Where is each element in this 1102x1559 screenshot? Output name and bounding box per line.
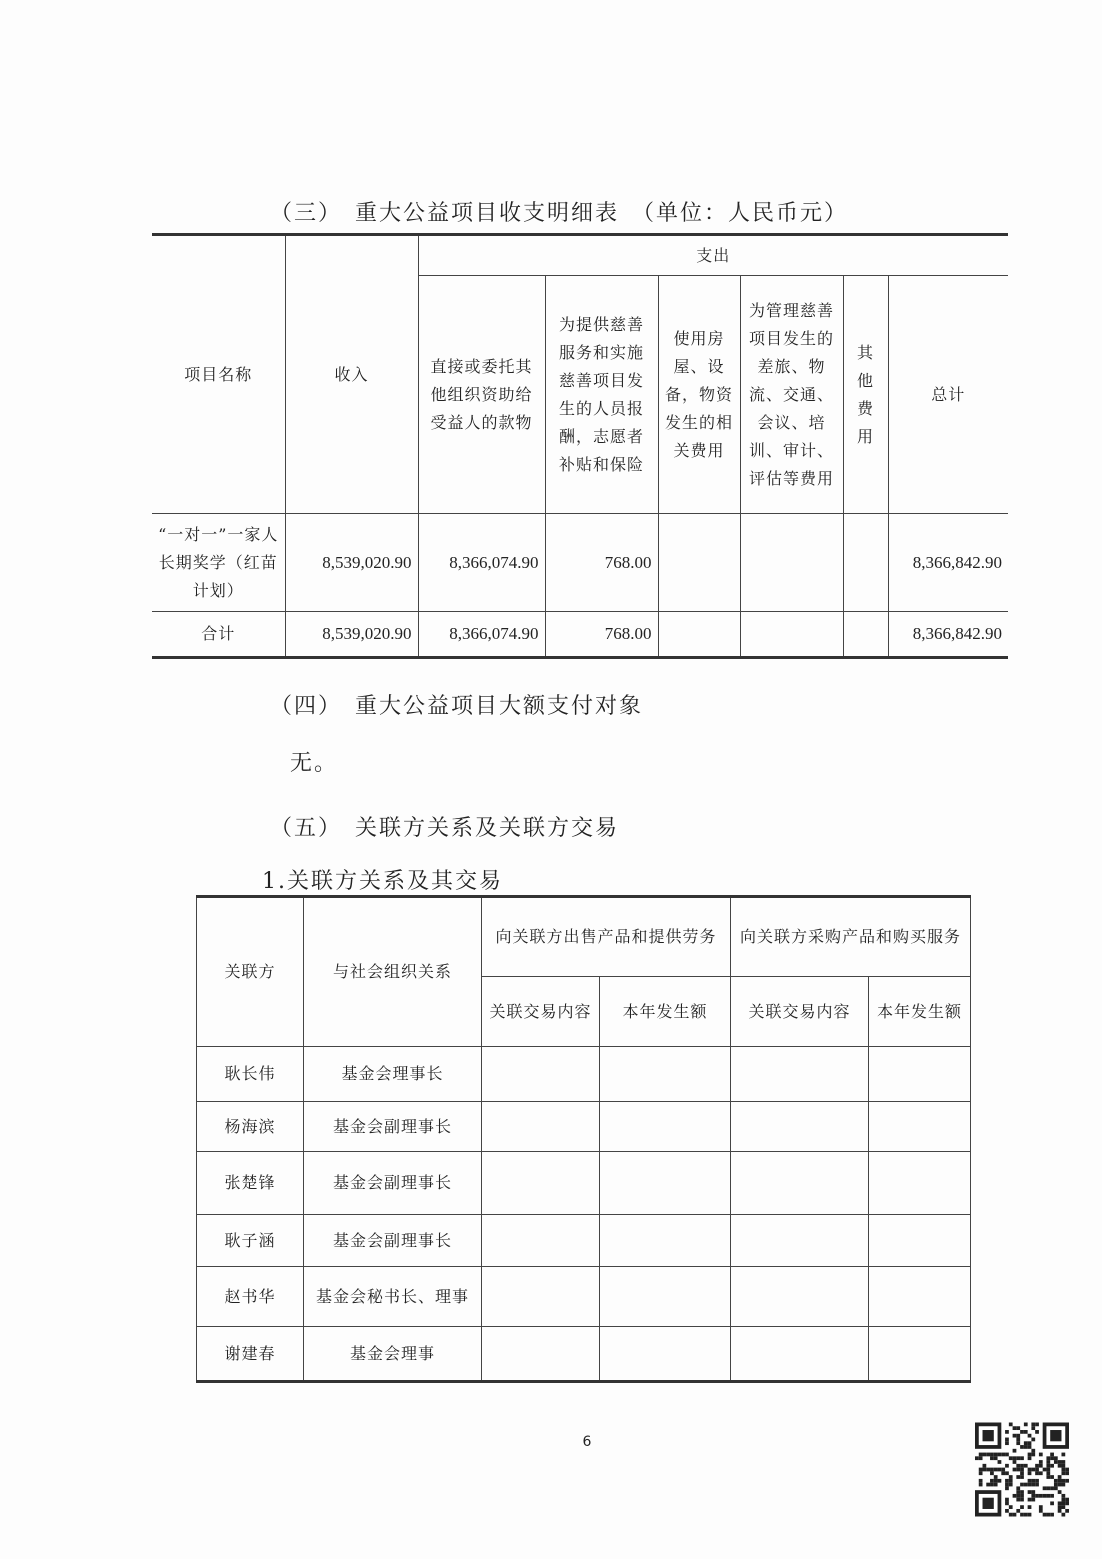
header-c1: 直接或委托其他组织资助给受益人的款物 bbox=[418, 276, 545, 514]
cell-empty bbox=[600, 1267, 731, 1327]
header-income: 收入 bbox=[285, 235, 418, 514]
cell-empty bbox=[600, 1047, 731, 1102]
cell-c2: 768.00 bbox=[545, 612, 658, 658]
cell-empty bbox=[869, 1327, 971, 1382]
header-c2: 为提供慈善服务和实施慈善项目发生的人员报酬，志愿者补贴和保险 bbox=[545, 276, 658, 514]
cell-c2: 768.00 bbox=[545, 514, 658, 612]
header-content1: 关联交易内容 bbox=[482, 977, 600, 1047]
cell-empty bbox=[482, 1047, 600, 1102]
table-row-total bbox=[152, 612, 1008, 658]
cell-name: 合计 bbox=[152, 612, 285, 658]
cell-c5 bbox=[843, 514, 888, 612]
cell-party: 杨海滨 bbox=[197, 1102, 304, 1152]
cell-empty bbox=[731, 1267, 869, 1327]
table-row bbox=[152, 514, 1008, 612]
table-row bbox=[197, 1047, 971, 1102]
cell-empty bbox=[600, 1215, 731, 1267]
cell-relation: 基金会理事长 bbox=[304, 1047, 482, 1102]
cell-empty bbox=[731, 1102, 869, 1152]
cell-c4 bbox=[740, 612, 843, 658]
cell-income: 8,539,020.90 bbox=[285, 514, 418, 612]
cell-empty bbox=[482, 1327, 600, 1382]
cell-party: 耿长伟 bbox=[197, 1047, 304, 1102]
section4-title: （四） 重大公益项目大额支付对象 bbox=[270, 694, 644, 719]
cell-empty bbox=[869, 1215, 971, 1267]
cell-party: 张楚锋 bbox=[197, 1152, 304, 1215]
cell-relation: 基金会副理事长 bbox=[304, 1215, 482, 1267]
cell-relation: 基金会理事 bbox=[304, 1327, 482, 1382]
section3-title: （三） 重大公益项目收支明细表 （单位：人民币元） bbox=[270, 201, 849, 226]
page-number: 6 bbox=[582, 1434, 592, 1450]
cell-income: 8,539,020.90 bbox=[285, 612, 418, 658]
cell-empty bbox=[869, 1267, 971, 1327]
cell-total: 8,366,842.90 bbox=[888, 514, 1008, 612]
cell-empty bbox=[869, 1102, 971, 1152]
cell-empty bbox=[482, 1152, 600, 1215]
cell-relation: 基金会副理事长 bbox=[304, 1152, 482, 1215]
header-amount2: 本年发生额 bbox=[869, 977, 971, 1047]
header-name: 项目名称 bbox=[152, 235, 285, 514]
header-c4: 为管理慈善项目发生的差旅、物流、交通、会议、培训、审计、评估等费用 bbox=[740, 276, 843, 514]
header-sell: 向关联方出售产品和提供劳务 bbox=[482, 897, 731, 977]
header-total: 总计 bbox=[888, 276, 1008, 514]
header-relation: 与社会组织关系 bbox=[304, 897, 482, 1047]
cell-c1: 8,366,074.90 bbox=[418, 514, 545, 612]
cell-empty bbox=[731, 1327, 869, 1382]
header-amount1: 本年发生额 bbox=[600, 977, 731, 1047]
cell-total: 8,366,842.90 bbox=[888, 612, 1008, 658]
cell-party: 谢建春 bbox=[197, 1327, 304, 1382]
cell-c4 bbox=[740, 514, 843, 612]
cell-relation: 基金会秘书长、理事 bbox=[304, 1267, 482, 1327]
cell-c3 bbox=[658, 612, 740, 658]
table-row bbox=[197, 1327, 971, 1382]
cell-party: 赵书华 bbox=[197, 1267, 304, 1327]
cell-c1: 8,366,074.90 bbox=[418, 612, 545, 658]
header-c3: 使用房屋、设备，物资发生的相关费用 bbox=[658, 276, 740, 514]
cell-party: 耿子涵 bbox=[197, 1215, 304, 1267]
section4-body: 无。 bbox=[290, 751, 339, 776]
header-expense: 支出 bbox=[418, 235, 1008, 276]
header-party: 关联方 bbox=[197, 897, 304, 1047]
cell-c5 bbox=[843, 612, 888, 658]
cell-empty bbox=[731, 1215, 869, 1267]
project-income-expense-table bbox=[152, 233, 1008, 659]
related-party-table bbox=[196, 895, 971, 1383]
cell-c3 bbox=[658, 514, 740, 612]
cell-empty bbox=[482, 1102, 600, 1152]
header-buy: 向关联方采购产品和购买服务 bbox=[731, 897, 971, 977]
cell-empty bbox=[600, 1152, 731, 1215]
cell-relation: 基金会副理事长 bbox=[304, 1102, 482, 1152]
cell-empty bbox=[869, 1152, 971, 1215]
cell-empty bbox=[731, 1047, 869, 1102]
cell-empty bbox=[731, 1152, 869, 1215]
qr-code-icon bbox=[975, 1422, 1069, 1517]
cell-empty bbox=[869, 1047, 971, 1102]
cell-empty bbox=[482, 1215, 600, 1267]
header-content2: 关联交易内容 bbox=[731, 977, 869, 1047]
cell-empty bbox=[600, 1102, 731, 1152]
table-row bbox=[197, 1102, 971, 1152]
cell-empty bbox=[600, 1327, 731, 1382]
table-row bbox=[197, 1267, 971, 1327]
table-row bbox=[197, 1215, 971, 1267]
header-c5: 其他费用 bbox=[843, 276, 888, 514]
table-row bbox=[197, 1152, 971, 1215]
section5-title: （五） 关联方关系及关联方交易 bbox=[270, 816, 620, 841]
cell-empty bbox=[482, 1267, 600, 1327]
cell-name: “一对一”一家人长期奖学（红苗计划） bbox=[152, 514, 285, 612]
section5-subtitle: 1.关联方关系及其交易 bbox=[262, 869, 503, 894]
